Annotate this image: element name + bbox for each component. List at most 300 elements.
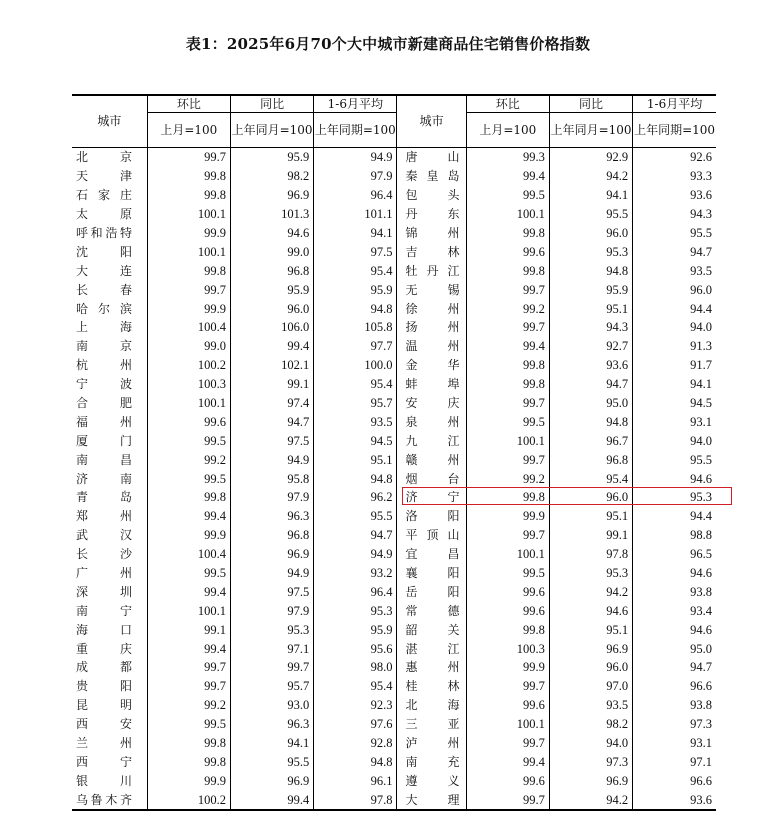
city-name [397,280,466,299]
mom-value: 99.6 [147,412,230,431]
city-label: 南宁 [76,603,132,618]
avg-value: 93.5 [633,261,716,280]
city-label: 广州 [76,566,132,581]
yoy-value: 96.9 [549,639,632,658]
mom-value: 99.7 [466,677,549,696]
city-label: 长春 [76,282,132,297]
yoy-base-header: 上年同月=100 [230,113,313,148]
table-row [72,771,716,790]
mom-value: 99.7 [466,394,549,413]
avg-value: 95.4 [314,261,397,280]
mom-value: 100.4 [147,318,230,337]
mom-value: 99.7 [147,280,230,299]
table-row [72,469,716,488]
mom-value: 99.9 [147,224,230,243]
table-row [72,261,716,280]
mom-value: 99.8 [466,224,549,243]
city-name [72,318,147,337]
city-name [72,450,147,469]
mom-value: 99.9 [147,526,230,545]
mom-value: 99.7 [466,734,549,753]
city-label: 宁波 [76,377,132,392]
city-name [72,299,147,318]
mom-value: 99.6 [466,601,549,620]
city-name [72,431,147,450]
city-label: 牡丹江 [405,263,460,278]
avg-value: 93.1 [633,734,716,753]
avg-value: 95.4 [314,375,397,394]
city-label: 蚌埠 [405,377,460,392]
city-name [72,658,147,677]
avg-value: 95.4 [314,677,397,696]
city-name [397,412,466,431]
mom-value: 99.8 [466,375,549,394]
table-row [72,375,716,394]
city-name [397,507,466,526]
avg-value: 96.5 [633,545,716,564]
avg-value: 94.9 [314,148,397,167]
city-label: 青岛 [76,490,132,505]
yoy-value: 101.3 [230,205,313,224]
city-label: 温州 [405,339,460,354]
city-name [72,242,147,261]
yoy-value: 95.9 [230,280,313,299]
mom-value: 99.0 [147,337,230,356]
avg-value: 94.7 [314,526,397,545]
city-name [72,564,147,583]
table-row [72,734,716,753]
avg-value: 96.6 [633,771,716,790]
yoy-value: 98.2 [549,715,632,734]
yoy-value: 94.2 [549,167,632,186]
city-name [397,771,466,790]
table-row [72,205,716,224]
city-label: 合肥 [76,396,132,411]
avg-value: 93.2 [314,564,397,583]
city-name [397,545,466,564]
avg-value: 96.4 [314,186,397,205]
yoy-value: 95.0 [549,394,632,413]
city-name [397,224,466,243]
city-name [72,261,147,280]
city-label: 平顶山 [405,528,460,543]
yoy-value: 96.7 [549,431,632,450]
city-label: 大连 [76,263,132,278]
mom-value: 100.1 [147,205,230,224]
table-row [72,677,716,696]
yoy-value: 93.5 [549,696,632,715]
avg-value: 97.9 [314,167,397,186]
mom-value: 99.7 [466,526,549,545]
yoy-value: 94.2 [549,582,632,601]
city-name [397,450,466,469]
yoy-value: 95.1 [549,620,632,639]
avg-value: 94.8 [314,469,397,488]
city-label: 成都 [76,660,132,675]
city-name [72,167,147,186]
yoy-value: 97.4 [230,394,313,413]
mom-value: 99.8 [466,488,549,507]
table-row [72,431,716,450]
yoy-value: 96.9 [230,186,313,205]
yoy-value: 96.8 [230,526,313,545]
yoy-value: 94.3 [549,318,632,337]
avg-value: 95.3 [633,488,716,507]
yoy-value: 99.1 [549,526,632,545]
city-name [397,167,466,186]
yoy-value: 99.1 [230,375,313,394]
mom-value: 100.3 [147,375,230,394]
avg-value: 97.5 [314,242,397,261]
mom-value: 99.2 [147,696,230,715]
city-label: 郑州 [76,509,132,524]
mom-base-header-right: 上月=100 [466,113,549,148]
yoy-value: 97.9 [230,488,313,507]
city-name [397,526,466,545]
avg-value: 96.1 [314,771,397,790]
city-header-right: 城市 [397,95,466,148]
avg-value: 96.2 [314,488,397,507]
city-label: 厦门 [76,433,132,448]
city-label: 丹东 [405,207,460,222]
mom-value: 100.1 [147,242,230,261]
table-row [72,450,716,469]
avg-header-right: 1-6月平均 [633,95,716,113]
yoy-value: 95.3 [549,242,632,261]
avg-value: 96.6 [633,677,716,696]
mom-value: 99.2 [466,299,549,318]
avg-value: 94.4 [633,299,716,318]
city-name [72,601,147,620]
yoy-value: 106.0 [230,318,313,337]
city-label: 赣州 [405,452,460,467]
avg-value: 94.8 [314,753,397,772]
table-row [72,601,716,620]
city-name [397,242,466,261]
city-name [397,734,466,753]
avg-value: 94.5 [314,431,397,450]
mom-value: 99.8 [147,167,230,186]
mom-value: 99.5 [147,715,230,734]
city-name [397,696,466,715]
city-name [397,658,466,677]
yoy-value: 97.0 [549,677,632,696]
yoy-value: 95.8 [230,469,313,488]
avg-value: 91.7 [633,356,716,375]
yoy-value: 95.9 [230,148,313,167]
city-label: 秦皇岛 [405,169,460,184]
avg-value: 93.6 [633,186,716,205]
mom-value: 99.4 [147,582,230,601]
city-name [397,677,466,696]
city-label: 扬州 [405,320,460,335]
avg-value: 95.0 [633,639,716,658]
yoy-value: 94.8 [549,412,632,431]
avg-value: 95.1 [314,450,397,469]
city-label: 乌鲁木齐 [76,792,132,807]
mom-base-header: 上月=100 [147,113,230,148]
city-name [397,375,466,394]
mom-value: 100.2 [147,356,230,375]
mom-value: 99.4 [147,507,230,526]
city-label: 海口 [76,622,132,637]
mom-value: 99.6 [466,771,549,790]
city-label: 济南 [76,471,132,486]
avg-value: 93.3 [633,167,716,186]
city-name [397,356,466,375]
city-name [72,375,147,394]
mom-value: 99.5 [466,186,549,205]
yoy-value: 95.3 [549,564,632,583]
yoy-value: 94.6 [549,601,632,620]
avg-value: 93.6 [633,790,716,810]
yoy-value: 95.5 [549,205,632,224]
city-name [397,299,466,318]
mom-value: 99.7 [147,658,230,677]
yoy-value: 94.1 [549,186,632,205]
yoy-value: 95.9 [549,280,632,299]
yoy-value: 97.8 [549,545,632,564]
city-label: 银川 [76,773,132,788]
city-label: 北京 [76,150,132,165]
city-name [397,601,466,620]
mom-value: 99.9 [466,658,549,677]
yoy-value: 99.4 [230,790,313,810]
city-label: 呼和浩特 [76,226,132,240]
table-row [72,564,716,583]
avg-value: 105.8 [314,318,397,337]
city-label: 常德 [405,603,460,618]
city-name [72,620,147,639]
mom-value: 99.8 [147,261,230,280]
city-name [72,469,147,488]
city-label: 贵阳 [76,679,132,694]
avg-value: 95.3 [314,601,397,620]
mom-value: 99.8 [147,488,230,507]
yoy-value: 94.2 [549,790,632,810]
yoy-value: 96.9 [230,545,313,564]
city-name [72,734,147,753]
avg-value: 94.6 [633,564,716,583]
city-name [72,394,147,413]
yoy-value: 95.1 [549,299,632,318]
yoy-value: 94.7 [549,375,632,394]
mom-value: 99.5 [466,564,549,583]
mom-value: 99.6 [466,696,549,715]
table-row [72,582,716,601]
city-label: 天津 [76,169,132,184]
city-name [397,469,466,488]
avg-value: 101.1 [314,205,397,224]
city-label: 金华 [405,358,460,373]
city-label: 唐山 [405,150,460,165]
city-name [72,412,147,431]
yoy-value: 96.0 [549,658,632,677]
city-name [72,205,147,224]
city-name [72,148,147,167]
yoy-value: 92.7 [549,337,632,356]
city-label: 昆明 [76,698,132,713]
avg-value: 92.6 [633,148,716,167]
city-name [72,677,147,696]
yoy-value: 97.9 [230,601,313,620]
city-label: 南充 [405,754,460,769]
yoy-value: 96.3 [230,715,313,734]
avg-value: 94.9 [314,545,397,564]
avg-value: 96.4 [314,582,397,601]
city-label: 九江 [405,433,460,448]
avg-value: 91.3 [633,337,716,356]
city-name [72,545,147,564]
mom-value: 99.5 [147,431,230,450]
city-label: 无锡 [405,282,460,297]
city-name [397,639,466,658]
avg-value: 94.4 [633,507,716,526]
mom-value: 99.8 [147,753,230,772]
avg-value: 92.8 [314,734,397,753]
avg-value: 93.1 [633,412,716,431]
mom-value: 99.4 [147,639,230,658]
yoy-value: 94.9 [230,564,313,583]
city-label: 石家庄 [76,188,132,203]
mom-header: 环比 [147,95,230,113]
city-label: 烟台 [405,471,460,486]
yoy-value: 97.5 [230,431,313,450]
city-label: 泸州 [405,736,460,751]
avg-value: 95.9 [314,620,397,639]
avg-value: 95.9 [314,280,397,299]
mom-value: 99.4 [466,753,549,772]
table-row [72,545,716,564]
city-name [397,582,466,601]
yoy-value: 97.1 [230,639,313,658]
city-name [397,715,466,734]
city-name [72,582,147,601]
city-name [72,771,147,790]
yoy-header-right: 同比 [549,95,632,113]
avg-value: 95.5 [633,450,716,469]
city-label: 桂林 [405,679,460,694]
mom-value: 100.1 [147,394,230,413]
table-row [72,242,716,261]
yoy-value: 96.9 [230,771,313,790]
yoy-value: 94.9 [230,450,313,469]
city-label: 长沙 [76,547,132,562]
avg-value: 94.0 [633,318,716,337]
table-row [72,167,716,186]
table-row [72,753,716,772]
yoy-value: 96.8 [549,450,632,469]
table-row [72,318,716,337]
city-label: 北海 [405,698,460,713]
avg-value: 98.8 [633,526,716,545]
table-row [72,715,716,734]
mom-value: 100.1 [466,715,549,734]
city-label: 武汉 [76,528,132,543]
city-label: 惠州 [405,660,460,675]
yoy-value: 96.0 [230,299,313,318]
city-name [72,753,147,772]
yoy-header: 同比 [230,95,313,113]
table-row [72,620,716,639]
mom-value: 99.4 [466,167,549,186]
yoy-value: 99.0 [230,242,313,261]
yoy-value: 94.7 [230,412,313,431]
mom-value: 100.1 [147,601,230,620]
avg-value: 94.8 [314,299,397,318]
mom-value: 100.4 [147,545,230,564]
table-row [72,658,716,677]
table-row [72,148,716,167]
avg-value: 93.8 [633,582,716,601]
avg-base-header-right: 上年同期=100 [633,113,716,148]
yoy-value: 94.1 [230,734,313,753]
city-name [72,715,147,734]
mom-value: 99.6 [466,242,549,261]
avg-value: 97.3 [633,715,716,734]
table-row [72,280,716,299]
city-label: 深圳 [76,584,132,599]
city-label: 福州 [76,414,132,429]
avg-value: 94.0 [633,431,716,450]
avg-header: 1-6月平均 [314,95,397,113]
yoy-value: 95.3 [230,620,313,639]
mom-value: 99.5 [147,564,230,583]
avg-value: 94.6 [633,620,716,639]
mom-value: 99.4 [466,337,549,356]
city-name [397,620,466,639]
yoy-value: 94.8 [549,261,632,280]
city-label: 三亚 [405,717,460,732]
table-row [72,696,716,715]
city-name [397,753,466,772]
avg-value: 95.6 [314,639,397,658]
city-label: 兰州 [76,736,132,751]
mom-value: 99.6 [466,582,549,601]
yoy-value: 95.4 [549,469,632,488]
mom-value: 100.1 [466,431,549,450]
avg-value: 94.3 [633,205,716,224]
city-name [397,790,466,810]
city-label: 湛江 [405,641,460,656]
city-label: 安庆 [405,396,460,411]
city-label: 锦州 [405,226,460,240]
city-label: 杭州 [76,358,132,373]
mom-value: 100.3 [466,639,549,658]
table-row [72,337,716,356]
yoy-value: 94.6 [230,224,313,243]
city-label: 洛阳 [405,509,460,524]
mom-value: 99.8 [466,356,549,375]
mom-value: 99.7 [147,677,230,696]
mom-value: 99.9 [147,771,230,790]
avg-value: 100.0 [314,356,397,375]
city-name [72,337,147,356]
yoy-value: 95.1 [549,507,632,526]
mom-value: 99.7 [466,450,549,469]
yoy-value: 96.3 [230,507,313,526]
avg-value: 94.1 [633,375,716,394]
mom-value: 99.1 [147,620,230,639]
avg-value: 95.7 [314,394,397,413]
table-row [72,790,716,810]
mom-value: 99.5 [466,412,549,431]
yoy-value: 96.9 [549,771,632,790]
city-name [72,224,147,243]
city-label: 韶关 [405,622,460,637]
city-name [72,526,147,545]
city-name [72,696,147,715]
